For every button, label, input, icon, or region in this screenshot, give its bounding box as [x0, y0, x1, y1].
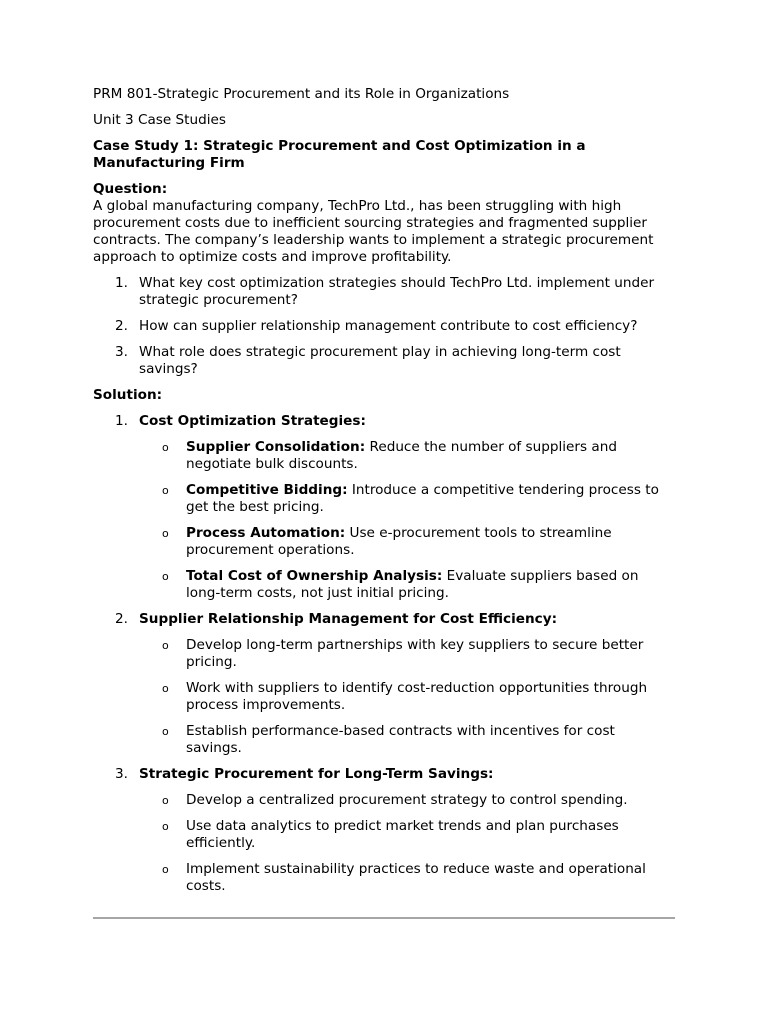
question-item-text: How can supplier relationship management contribute to cost efficiency?	[139, 318, 638, 334]
bullet-term: Total Cost of Ownership Analysis:	[186, 568, 443, 584]
solution-bullet	[93, 723, 675, 757]
section-title: Cost Optimization Strategies:	[139, 413, 366, 429]
section-number: 3.	[115, 766, 128, 782]
bullet-text: Establish performance-based contracts with incentives for cost savings.	[186, 723, 615, 756]
solution-bullet	[93, 568, 675, 602]
bullet-marker: o	[162, 682, 169, 695]
bullet-text: Develop a centralized procurement strategy to control spending.	[186, 792, 628, 808]
unit-title: Unit 3 Case Studies	[93, 112, 226, 128]
question-number: 1.	[115, 275, 128, 291]
bullet-marker: o	[162, 820, 169, 833]
solution-section-heading	[93, 611, 675, 628]
bullet-term: Process Automation:	[186, 525, 346, 541]
section-title: Supplier Relationship Management for Cost Efficiency:	[139, 611, 558, 627]
solution-section-heading	[93, 766, 675, 783]
bullet-marker: o	[162, 639, 169, 652]
bullet-marker: o	[162, 794, 169, 807]
solution-bullet	[93, 861, 675, 895]
solution-bullet	[93, 482, 675, 516]
solution-bullet	[93, 818, 675, 852]
bullet-term: Competitive Bidding:	[186, 482, 348, 498]
solution-bullet	[93, 637, 675, 671]
question-number: 3.	[115, 344, 128, 360]
section-number: 1.	[115, 413, 128, 429]
question-number: 2.	[115, 318, 128, 334]
question-item-text: What key cost optimization strategies should TechPro Ltd. implement under strategic procurement?	[139, 275, 655, 308]
bullet-text: Use data analytics to predict market trends and plan purchases efficiently.	[186, 818, 619, 851]
solution-label: Solution:	[93, 387, 163, 403]
bullet-term: Supplier Consolidation:	[186, 439, 366, 455]
bullet-text: Implement sustainability practices to reduce waste and operational costs.	[186, 861, 646, 894]
bullet-text: Reduce the number of suppliers and negotiate bulk discounts.	[186, 439, 617, 472]
question-item	[93, 275, 675, 309]
bullet-text: Develop long-term partnerships with key suppliers to secure better pricing.	[186, 637, 644, 670]
bullet-text: Introduce a competitive tendering process to get the best pricing.	[186, 482, 659, 515]
section-number: 2.	[115, 611, 128, 627]
solution-bullet	[93, 439, 675, 473]
bullet-marker: o	[162, 484, 169, 497]
question-label: Question:	[93, 181, 168, 197]
question-item-text: What role does strategic procurement play in achieving long-term cost savings?	[139, 344, 621, 377]
case-study-heading: Case Study 1: Strategic Procurement and Cost Optimization in a Manufacturing Firm	[93, 138, 586, 171]
bullet-marker: o	[162, 527, 169, 540]
bullet-text: Use e-procurement tools to streamline procurement operations.	[186, 525, 612, 558]
solution-bullet	[93, 792, 675, 809]
section-title: Strategic Procurement for Long-Term Savings:	[139, 766, 494, 782]
question-item	[93, 344, 675, 378]
bullet-marker: o	[162, 441, 169, 454]
bullet-marker: o	[162, 570, 169, 583]
bullet-text: Work with suppliers to identify cost-reduction opportunities through process improvements.	[186, 680, 648, 713]
solution-bullet	[93, 525, 675, 559]
solution-section-heading	[93, 413, 675, 430]
solution-bullet	[93, 680, 675, 714]
bullet-marker: o	[162, 725, 169, 738]
question-item	[93, 318, 675, 335]
bullet-marker: o	[162, 863, 169, 876]
bullet-text: Evaluate suppliers based on long-term costs, not just initial pricing.	[186, 568, 639, 601]
document-page	[93, 86, 675, 904]
footer-divider	[93, 917, 675, 919]
course-title: PRM 801-Strategic Procurement and its Role in Organizations	[93, 86, 510, 102]
question-text: A global manufacturing company, TechPro Ltd., has been struggling with high procurement costs due to inefficient sourcing strategies and fragmented supplier contracts. The company’s leadership wants to implement a strategic procurement approach to optimize costs and improve profitability.	[93, 198, 654, 265]
